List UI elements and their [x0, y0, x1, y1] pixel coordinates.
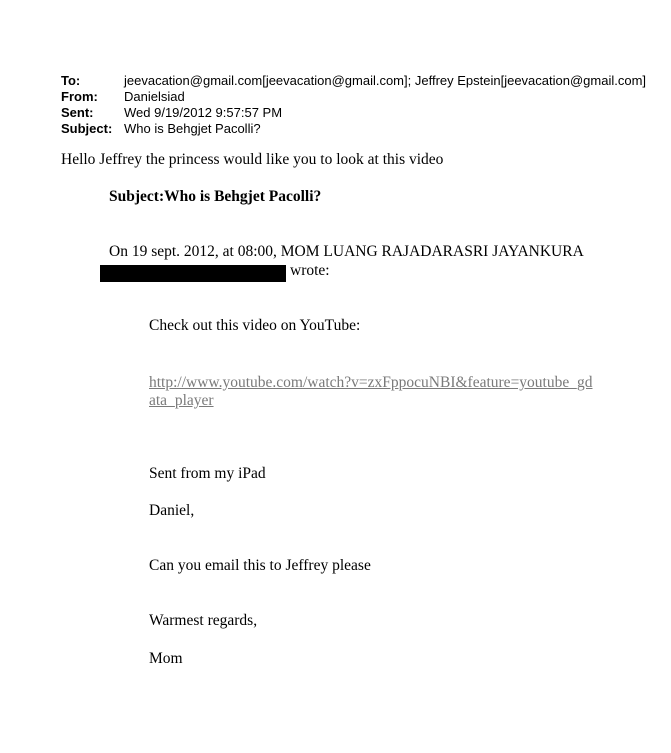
check-out-text: Check out this video on YouTube: — [149, 317, 361, 334]
subject-label: Subject: — [61, 121, 113, 136]
to-value: jeevacation@gmail.com[jeevacation@gmail.com]; Jeffrey Epstein[jeevacation@gmail.com] — [124, 73, 647, 88]
sent-label: Sent: — [61, 105, 94, 120]
closing-text: Warmest regards, — [149, 612, 258, 629]
sent-row — [61, 105, 646, 121]
sent-from-text: Sent from my iPad — [149, 465, 266, 482]
to-row — [61, 73, 646, 89]
request-text: Can you email this to Jeffrey please — [149, 557, 371, 574]
quoted-attribution-wrote: wrote: — [290, 262, 330, 279]
signature-text: Mom — [149, 650, 183, 667]
email-header — [61, 73, 646, 137]
redaction-bar — [100, 265, 286, 282]
subject-value: Who is Behgjet Pacolli? — [124, 121, 261, 136]
subject-row — [61, 121, 646, 137]
sent-value: Wed 9/19/2012 9:57:57 PM — [124, 105, 283, 120]
from-value: Danielsiad — [124, 89, 185, 104]
forwarded-subject: Subject:Who is Behgjet Pacolli? — [109, 188, 322, 205]
youtube-link[interactable]: http://www.youtube.com/watch?v=zxFppocuNBI&feature=youtube_gdata_player — [149, 374, 593, 409]
from-row — [61, 89, 646, 105]
from-label: From: — [61, 89, 98, 104]
greeting-text: Hello Jeffrey the princess would like you to look at this video — [61, 151, 444, 168]
quoted-attribution-line: On 19 sept. 2012, at 08:00, MOM LUANG RAJADARASRI JAYANKURA — [109, 243, 584, 260]
salutation-text: Daniel, — [149, 502, 195, 519]
to-label: To: — [61, 73, 81, 88]
